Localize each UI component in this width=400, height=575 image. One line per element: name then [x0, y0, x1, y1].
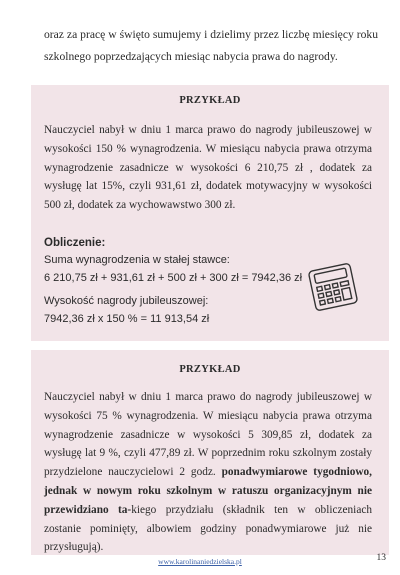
example-text — [44, 388, 372, 557]
example-text-end: kiego przydziału (składnik ten w obliczeniach zostanie pominięty, albowiem godziny ponadwymiarowe już nie przysługują). — [44, 503, 372, 554]
example-box-2 — [31, 350, 389, 555]
example-text: Nauczyciel nabył w dniu 1 marca prawo do nagrody jubileuszowej w wysokości 150 % wynagrodzenia. W miesiącu nabycia prawa otrzyma wynagrodzenie zasadnicze w wysokości 6 210,75 zł , dodatek za wysługę lat 15%, czyli 931,61 zł, dodatek motywacyjny w wysokości 500 zł, dodatek za wychowawstwo 300 zł. — [44, 124, 372, 212]
sum-formula: 6 210,75 zł + 931,61 zł + 500 zł + 300 zł = 7942,36 zł — [44, 272, 303, 284]
example-box-1 — [31, 85, 389, 341]
award-formula: 7942,36 zł x 150 % = 11 913,54 zł — [44, 313, 210, 325]
page-number: 13 — [376, 553, 386, 563]
calculator-icon — [304, 261, 362, 313]
example-text-normal: Nauczyciel nabył w dniu 1 marca prawo do nagrody jubileuszowej w wysokości 75 % wynagrodzenia. W miesiącu nabycia prawa otrzyma wynagrodzenie zasadnicze w wysokości 5 309,85 zł, dodatek za wysługę lat 9 %, czyli 477,89 zł. W poprzednim roku szkolnym zostały przydzielone nauczycielowi 2 godz. — [44, 391, 372, 479]
example-title: PRZYKŁAD — [179, 364, 241, 375]
sum-label: Suma wynagrodzenia w stałej stawce: — [44, 254, 230, 266]
intro-paragraph: oraz za pracę w święto sumujemy i dzielimy przez liczbę miesięcy roku szkolnego poprzedzających miesiąc nabycia prawa do nagrody. — [44, 28, 378, 63]
calculation-heading: Obliczenie: — [44, 237, 106, 249]
example-text-bold: ponadwymiarowe tygodniowo, jednak w nowym roku szkolnym w ratuszu organizacyjnym nie przewidziano ta- — [44, 466, 372, 516]
footer-website-link[interactable]: www.karolinaniedzielska.pl — [158, 557, 242, 566]
example-title: PRZYKŁAD — [179, 95, 241, 106]
award-label: Wysokość nagrody jubileuszowej: — [44, 295, 209, 307]
